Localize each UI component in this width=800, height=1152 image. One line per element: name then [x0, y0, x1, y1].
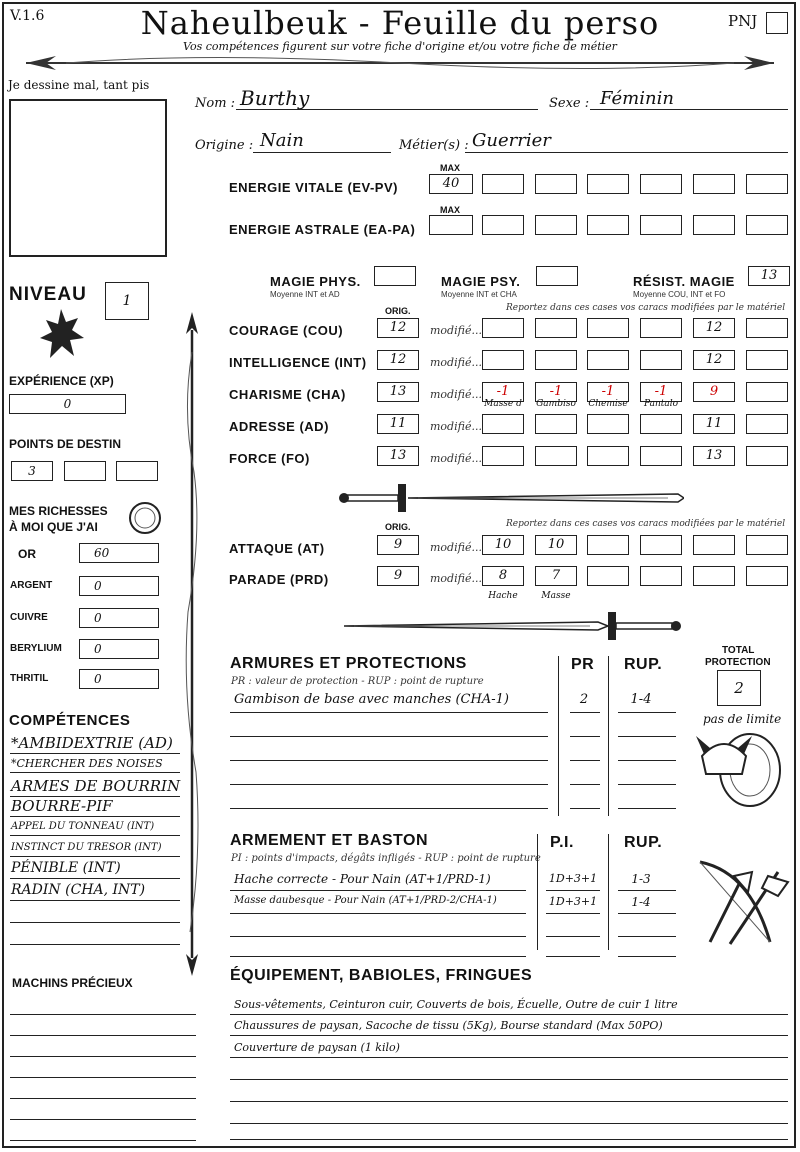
combat-sub-label: Masse: [541, 591, 571, 601]
carac-mod-box[interactable]: [640, 318, 682, 338]
carac-note: Reportez dans ces cases vos caracs modifiées par le matériel: [506, 303, 786, 313]
combat-note: Reportez dans ces cases vos caracs modifiées par le matériel: [506, 519, 786, 529]
ev-cell[interactable]: [587, 174, 629, 194]
helmet-shield-icon: [694, 726, 784, 810]
richesse-label: THRITIL: [10, 673, 49, 684]
combat-mod-box[interactable]: [640, 566, 682, 586]
carac-mod-box[interactable]: [587, 446, 629, 466]
carac-mod-box[interactable]: [587, 318, 629, 338]
carac-mod-box[interactable]: 12: [693, 350, 735, 370]
carac-mod-box[interactable]: -1: [482, 382, 524, 402]
armures-note: PR : valeur de protection - RUP : point de rupture: [231, 676, 484, 687]
cha-sub-label: Masse d: [484, 399, 522, 409]
sexe-value[interactable]: Féminin: [600, 88, 674, 109]
carac-mod-box[interactable]: [535, 318, 577, 338]
armement-sep-2: [608, 834, 609, 950]
nom-label: Nom :: [195, 96, 236, 111]
carac-mod-box[interactable]: [640, 350, 682, 370]
competence-item[interactable]: ARMES DE BOURRIN: [11, 777, 181, 795]
armure-rup-line: [618, 712, 676, 713]
competence-line: [10, 856, 180, 857]
arme-pi[interactable]: 1D+3+1: [548, 872, 598, 885]
combat-mod-box[interactable]: [693, 566, 735, 586]
armure-line: [230, 712, 548, 713]
arme-line: [230, 890, 526, 891]
competence-item[interactable]: INSTINCT DU TRESOR (INT): [11, 842, 162, 853]
carac-mod-box[interactable]: [746, 382, 788, 402]
combat-label: ATTAQUE (AT): [229, 541, 325, 556]
arme-rup[interactable]: 1-4: [631, 895, 651, 909]
modifie-label: modifié...: [430, 420, 482, 433]
modifie-label: modifié...: [430, 388, 482, 401]
armure-rup-line: [618, 736, 676, 737]
pnj-label: PNJ: [728, 12, 758, 30]
ea-max-box[interactable]: [429, 215, 473, 235]
total-label-2: PROTECTION: [705, 657, 771, 668]
combat-orig-box[interactable]: 9: [377, 535, 419, 555]
origine-label: Origine :: [195, 138, 254, 153]
competence-line: [10, 900, 180, 901]
arme-line: [230, 956, 526, 957]
modifie-label: modifié...: [430, 541, 482, 554]
armure-line: [230, 808, 548, 809]
carac-mod-box[interactable]: [587, 350, 629, 370]
ev-cell[interactable]: [693, 174, 735, 194]
equipement-line: [230, 1035, 788, 1036]
armures-sep-1: [558, 656, 559, 816]
armement-col-rup: RUP.: [624, 834, 663, 851]
modifie-label: modifié...: [430, 356, 482, 369]
combat-mod-box[interactable]: 7: [535, 566, 577, 586]
arme-pi-line: [546, 890, 600, 891]
competence-line: [10, 772, 180, 773]
armure-pr-line: [570, 808, 600, 809]
page-title: Naheulbeuk - Feuille du perso: [140, 4, 660, 42]
equipement-item[interactable]: Sous-vêtements, Ceinturon cuir, Couverts de bois, Écuelle, Outre de cuir 1 litre: [234, 998, 678, 1011]
carac-mod-box[interactable]: [535, 414, 577, 434]
competence-line: [10, 816, 180, 817]
carac-label: INTELLIGENCE (INT): [229, 355, 367, 370]
machin-line[interactable]: [10, 1077, 196, 1078]
armure-pr-line: [570, 784, 600, 785]
carac-mod-box[interactable]: [535, 446, 577, 466]
richesse-label: OR: [18, 547, 36, 561]
magie-psy-sub: Moyenne INT et CHA: [441, 290, 517, 299]
ea-cell[interactable]: [535, 215, 577, 235]
carac-label: ADRESSE (AD): [229, 419, 329, 434]
armure-line: [230, 736, 548, 737]
combat-mod-box[interactable]: 10: [482, 535, 524, 555]
ev-max-box[interactable]: 40: [429, 174, 473, 194]
competence-item[interactable]: *AMBIDEXTRIE (AD): [11, 734, 173, 752]
carac-mod-box[interactable]: [482, 446, 524, 466]
machin-line[interactable]: [10, 1056, 196, 1057]
equipement-line: [230, 1014, 788, 1015]
combat-label: PARADE (PRD): [229, 572, 329, 587]
combat-mod-box[interactable]: [746, 535, 788, 555]
machin-line[interactable]: [10, 1014, 196, 1015]
metier-value[interactable]: Guerrier: [472, 130, 551, 151]
ea-cell[interactable]: [587, 215, 629, 235]
carac-mod-box[interactable]: [482, 318, 524, 338]
carac-mod-box[interactable]: [746, 350, 788, 370]
carac-orig-box[interactable]: 11: [377, 414, 419, 434]
competence-item[interactable]: APPEL DU TONNEAU (INT): [11, 821, 155, 832]
richesse-label: BERYLIUM: [10, 643, 62, 654]
sword-icon: [338, 478, 684, 518]
arme-pi-line: [546, 936, 600, 937]
nom-line: [236, 109, 538, 110]
metier-line: [465, 152, 788, 153]
destin-label: POINTS DE DESTIN: [9, 437, 122, 451]
ea-max-label: MAX: [440, 205, 460, 215]
total-note: pas de limite: [703, 712, 782, 726]
portrait-box[interactable]: [9, 99, 167, 257]
ea-cell[interactable]: [482, 215, 524, 235]
armure-pr-line: [570, 736, 600, 737]
richesses-label-2: À MOI QUE J'AI: [9, 520, 98, 534]
version-label: V.1.6: [10, 8, 45, 24]
equipement-title: ÉQUIPEMENT, BABIOLES, FRINGUES: [230, 967, 533, 984]
machin-line[interactable]: [10, 1140, 196, 1141]
armement-sep-1: [537, 834, 538, 950]
armure-rup-line: [618, 784, 676, 785]
carac-orig-box[interactable]: 13: [377, 446, 419, 466]
richesses-label-1: MES RICHESSES: [9, 504, 108, 518]
equipement-line: [230, 1057, 788, 1058]
armures-col-rup: RUP.: [624, 656, 663, 673]
carac-orig-box[interactable]: 12: [377, 350, 419, 370]
sword-2-icon: [338, 608, 684, 644]
dragon-icon: [36, 304, 86, 364]
arme-rup-line: [618, 936, 676, 937]
metier-label: Métier(s) :: [399, 138, 469, 153]
equipement-item[interactable]: Couverture de paysan (1 kilo): [234, 1041, 400, 1054]
arme-line: [230, 913, 526, 914]
armure-pr-line: [570, 760, 600, 761]
arme-rup-line: [618, 913, 676, 914]
portrait-caption: Je dessine mal, tant pis: [8, 78, 150, 92]
magie-psy-box[interactable]: [536, 266, 578, 286]
carac-mod-box[interactable]: 13: [693, 446, 735, 466]
armement-note: PI : points d'impacts, dégâts infligés - RUP : point de rupture: [231, 853, 541, 864]
resist-magie-label: RÉSIST. MAGIE: [633, 274, 735, 289]
magie-phys-box[interactable]: [374, 266, 416, 286]
armement-col-pi: P.I.: [550, 834, 574, 851]
origine-value[interactable]: Nain: [260, 130, 304, 151]
equipement-line: [230, 1079, 788, 1080]
resist-magie-sub: Moyenne COU, INT et FO: [633, 290, 726, 299]
xp-label: EXPÉRIENCE (XP): [9, 374, 114, 388]
combat-orig-label: ORIG.: [385, 522, 411, 532]
spear-divider-icon: [6, 52, 794, 74]
carac-mod-box[interactable]: [482, 350, 524, 370]
equipement-line: [230, 1101, 788, 1102]
richesse-value-box[interactable]: 0: [79, 639, 159, 659]
competence-item[interactable]: *CHERCHER DES NOISES: [11, 757, 163, 770]
combat-sub-label: Hache: [488, 591, 518, 601]
competence-item[interactable]: BOURRE-PIF: [11, 797, 113, 815]
destin-box-2[interactable]: [64, 461, 106, 481]
spear-vertical-icon: [180, 312, 204, 976]
carac-mod-box[interactable]: -1: [535, 382, 577, 402]
xp-box[interactable]: 0: [9, 394, 126, 414]
carac-orig-box[interactable]: 12: [377, 318, 419, 338]
combat-mod-box[interactable]: [587, 535, 629, 555]
ea-label: ENERGIE ASTRALE (EA-PA): [229, 222, 416, 237]
carac-mod-box[interactable]: [746, 446, 788, 466]
combat-mod-box[interactable]: 8: [482, 566, 524, 586]
arme-rup[interactable]: 1-3: [631, 872, 651, 886]
destin-box-3[interactable]: [116, 461, 158, 481]
carac-mod-box[interactable]: [640, 414, 682, 434]
competence-line: [10, 944, 180, 945]
cha-sub-label: Gambiso: [536, 399, 576, 409]
combat-mod-box[interactable]: [746, 566, 788, 586]
carac-mod-box[interactable]: [482, 414, 524, 434]
total-label-1: TOTAL: [722, 645, 755, 656]
competence-line: [10, 835, 180, 836]
niveau-box[interactable]: 1: [105, 282, 149, 320]
richesse-value-box[interactable]: 60: [79, 543, 159, 563]
ev-cell[interactable]: [746, 174, 788, 194]
sexe-label: Sexe :: [549, 96, 590, 111]
carac-mod-box[interactable]: [535, 350, 577, 370]
ev-label: ENERGIE VITALE (EV-PV): [229, 180, 398, 195]
combat-mod-box[interactable]: [587, 566, 629, 586]
armement-title: ARMEMENT ET BASTON: [230, 832, 429, 849]
origine-line: [253, 152, 391, 153]
arme-name[interactable]: Hache correcte - Pour Nain (AT+1/PRD-1): [234, 872, 491, 886]
carac-orig-box[interactable]: 13: [377, 382, 419, 402]
richesse-value-box[interactable]: 0: [79, 608, 159, 628]
nom-value[interactable]: Burthy: [240, 86, 310, 110]
carac-mod-box[interactable]: [587, 414, 629, 434]
carac-mod-box[interactable]: -1: [587, 382, 629, 402]
cha-sub-label: Pantalo: [643, 399, 679, 409]
page-subtitle: Vos compétences figurent sur votre fiche d'origine et/ou votre fiche de métier: [183, 40, 617, 53]
combat-mod-box[interactable]: 10: [535, 535, 577, 555]
armures-sep-2: [608, 656, 609, 816]
combat-mod-box[interactable]: [640, 535, 682, 555]
competence-line: [10, 878, 180, 879]
arme-line: [230, 936, 526, 937]
carac-mod-box[interactable]: -1: [640, 382, 682, 402]
magie-phys-sub: Moyenne INT et AD: [270, 290, 340, 299]
combat-orig-box[interactable]: 9: [377, 566, 419, 586]
arme-pi-line: [546, 913, 600, 914]
ev-cell[interactable]: [535, 174, 577, 194]
magie-phys-label: MAGIE PHYS.: [270, 274, 361, 289]
competence-line: [10, 922, 180, 923]
carac-label: CHARISME (CHA): [229, 387, 346, 402]
carac-mod-box[interactable]: 11: [693, 414, 735, 434]
machin-line[interactable]: [10, 1098, 196, 1099]
magie-psy-label: MAGIE PSY.: [441, 274, 521, 289]
armure-pr-line: [570, 712, 600, 713]
destin-box-1[interactable]: 3: [11, 461, 53, 481]
competence-item[interactable]: RADIN (CHA, INT): [11, 882, 146, 898]
richesse-label: CUIVRE: [10, 612, 48, 623]
carac-mod-box[interactable]: 9: [693, 382, 735, 402]
richesse-value-box[interactable]: 0: [79, 669, 159, 689]
armure-rup-line: [618, 760, 676, 761]
ea-cell[interactable]: [746, 215, 788, 235]
combat-mod-box[interactable]: [693, 535, 735, 555]
carac-orig-label: ORIG.: [385, 306, 411, 316]
carac-mod-box[interactable]: [640, 446, 682, 466]
carac-mod-box[interactable]: [746, 414, 788, 434]
armures-col-pr: PR: [571, 656, 595, 673]
machin-line[interactable]: [10, 1119, 196, 1120]
ea-cell[interactable]: [640, 215, 682, 235]
armure-pr[interactable]: 2: [579, 692, 589, 707]
equipement-line: [230, 1123, 788, 1124]
richesse-value-box[interactable]: 0: [79, 576, 159, 596]
armures-title: ARMURES ET PROTECTIONS: [230, 655, 467, 672]
arme-rup-line: [618, 890, 676, 891]
ev-cell[interactable]: [640, 174, 682, 194]
competences-title: COMPÉTENCES: [9, 712, 131, 729]
machins-title: MACHINS PRÉCIEUX: [12, 976, 133, 990]
total-protection-box[interactable]: 2: [717, 670, 761, 706]
ev-cell[interactable]: [482, 174, 524, 194]
pnj-checkbox[interactable]: [766, 12, 788, 34]
armure-rup-line: [618, 808, 676, 809]
cha-sub-label: Chemise: [588, 399, 628, 409]
competence-line: [10, 753, 180, 754]
armure-line: [230, 760, 548, 761]
weapons-icon: [690, 852, 790, 952]
modifie-label: modifié...: [430, 324, 482, 337]
niveau-label: NIVEAU: [9, 284, 87, 305]
arme-name[interactable]: Masse daubesque - Pour Nain (AT+1/PRD-2/CHA-1): [234, 895, 497, 906]
carac-label: COURAGE (COU): [229, 323, 344, 338]
carac-mod-box[interactable]: [746, 318, 788, 338]
modifie-label: modifié...: [430, 572, 482, 585]
arme-rup-line: [618, 956, 676, 957]
machin-line[interactable]: [10, 1035, 196, 1036]
ev-max-label: MAX: [440, 163, 460, 173]
ea-cell[interactable]: [693, 215, 735, 235]
sexe-line: [590, 109, 788, 110]
equipement-line: [230, 1139, 788, 1140]
resist-magie-box[interactable]: 13: [748, 266, 790, 286]
armure-line: [230, 784, 548, 785]
armure-name[interactable]: Gambison de base avec manches (CHA-1): [234, 692, 509, 707]
equipement-item[interactable]: Chaussures de paysan, Sacoche de tissu (5Kg), Bourse standard (Max 50PO): [234, 1019, 663, 1032]
carac-mod-box[interactable]: 12: [693, 318, 735, 338]
armure-rup[interactable]: 1-4: [630, 692, 652, 707]
richesse-label: ARGENT: [10, 580, 53, 591]
arme-pi-line: [546, 956, 600, 957]
competence-item[interactable]: PÉNIBLE (INT): [11, 860, 121, 876]
carac-label: FORCE (FO): [229, 451, 310, 466]
coin-icon: [127, 500, 163, 536]
arme-pi[interactable]: 1D+3+1: [548, 895, 598, 908]
modifie-label: modifié...: [430, 452, 482, 465]
